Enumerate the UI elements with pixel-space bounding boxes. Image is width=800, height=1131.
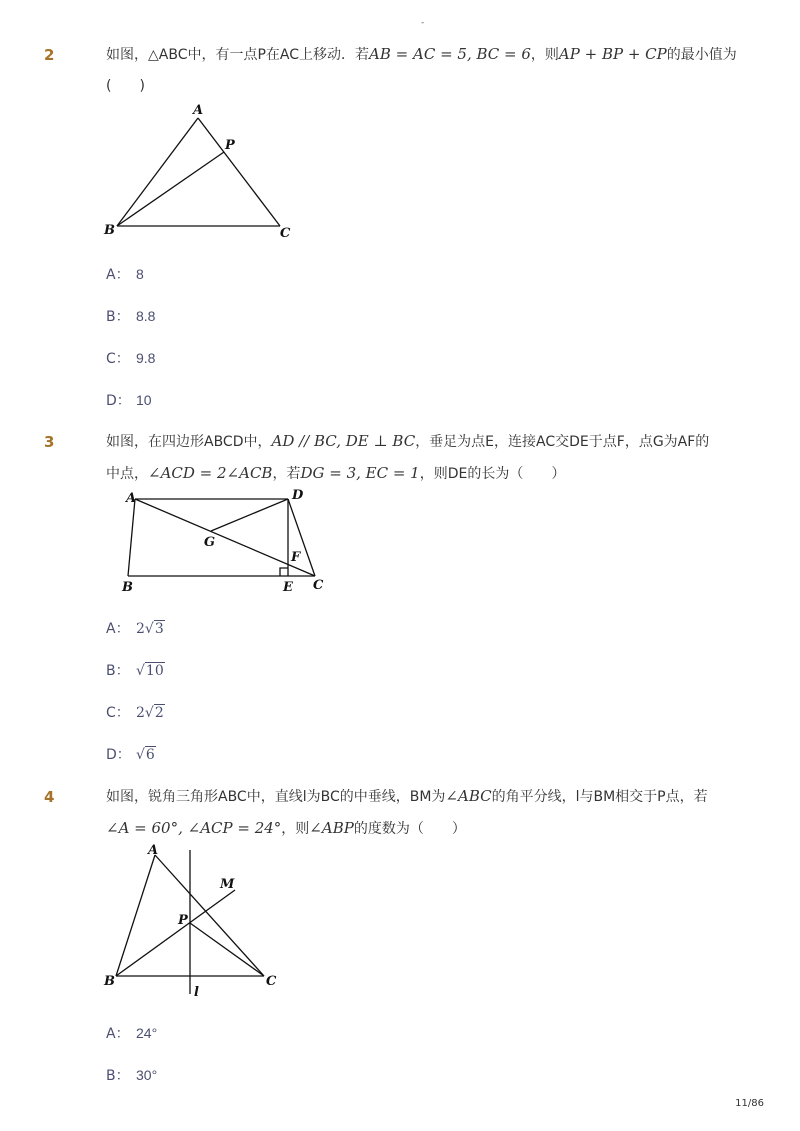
question-number-4: 4 — [44, 788, 55, 806]
question-number-3: 3 — [44, 433, 55, 451]
question-3-option-c[interactable]: C： 2√2 — [106, 705, 164, 721]
question-3-option-d[interactable]: D： √6 — [106, 747, 155, 763]
question-2-triangle-figure — [100, 100, 300, 245]
question-2-option-c[interactable]: C： 9.8 — [106, 350, 156, 367]
page-top-mark: - — [421, 18, 425, 28]
question-3-line-2: 中点，∠ACD = 2∠ACB，若DG = 3, EC = 1，则DE的长为（ ） — [106, 464, 566, 482]
question-3-quadrilateral-figure — [110, 485, 335, 595]
question-2-line-1: 如图，△ABC中，有一点P在AC上移动．若AB = AC = 5, BC = 6，则AP + BP + CP的最小值为 — [106, 45, 737, 63]
question-4-option-b[interactable]: B： 30° — [106, 1067, 158, 1084]
fig3-label-f: F — [291, 550, 301, 565]
fig3-label-c: C — [313, 578, 324, 593]
fig2-label-a: A — [193, 103, 204, 118]
question-2-option-b[interactable]: B： 8.8 — [106, 308, 156, 325]
fig3-label-a: A — [126, 491, 137, 506]
page-number: 11/86 — [735, 1098, 764, 1109]
fig4-label-b: B — [104, 974, 115, 989]
fig4-label-l: l — [194, 985, 199, 1000]
question-4-line-2: ∠A = 60°, ∠ACP = 24°，则∠ABP的度数为（ ） — [106, 819, 466, 837]
fig4-label-m: M — [220, 877, 235, 892]
question-4-triangle-figure — [100, 838, 290, 1003]
question-3-line-1: 如图，在四边形ABCD中，AD // BC, DE ⊥ BC，垂足为点E，连接AC交DE于点F，点G为AF的 — [106, 432, 710, 450]
question-3-option-a[interactable]: A： 2√3 — [106, 621, 164, 637]
fig2-label-p: P — [225, 138, 235, 153]
question-number-2: 2 — [44, 46, 55, 64]
question-2-option-d[interactable]: D： 10 — [106, 392, 152, 409]
fig4-label-c: C — [266, 974, 277, 989]
fig3-label-d: D — [292, 488, 304, 503]
question-2-line-2: ( ) — [106, 78, 145, 94]
fig4-label-a: A — [148, 843, 159, 858]
fig2-label-c: C — [280, 226, 291, 241]
question-4-option-a[interactable]: A： 24° — [106, 1025, 158, 1042]
fig4-label-p: P — [178, 913, 188, 928]
fig2-label-b: B — [104, 223, 115, 238]
fig3-label-e: E — [283, 580, 293, 595]
fig3-label-b: B — [122, 580, 133, 595]
question-4-line-1: 如图，锐角三角形ABC中，直线l为BC的中垂线，BM为∠ABC的角平分线，l与BM相交于P点，若 — [106, 787, 708, 805]
question-3-option-b[interactable]: B： √10 — [106, 663, 164, 679]
fig3-label-g: G — [204, 535, 216, 550]
question-2-option-a[interactable]: A： 8 — [106, 266, 144, 283]
